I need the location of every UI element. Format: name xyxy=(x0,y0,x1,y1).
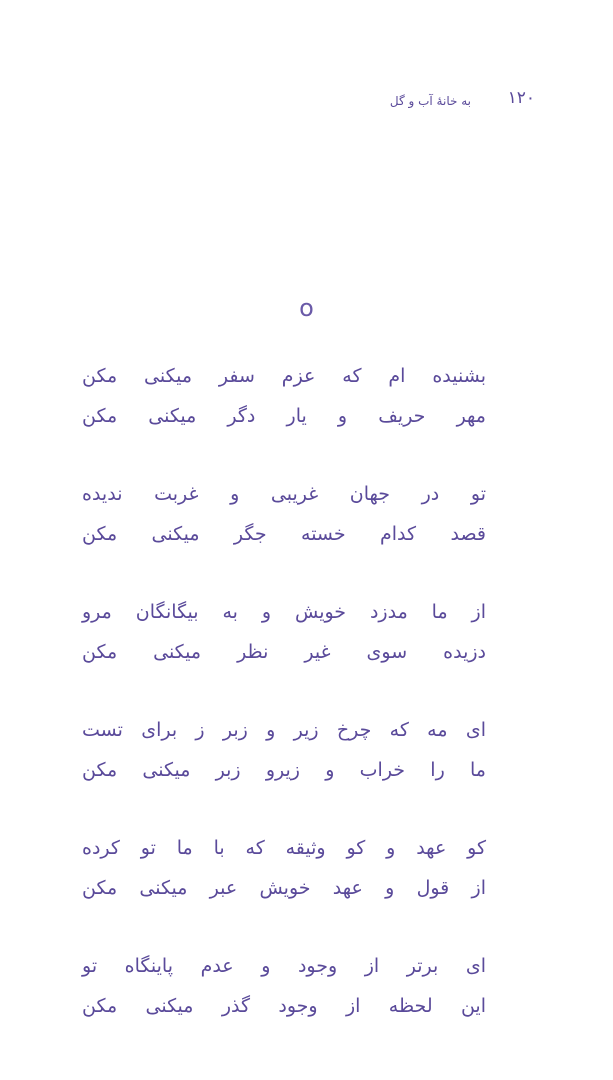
poem-ornament: o xyxy=(299,294,314,322)
poem xyxy=(82,356,486,1064)
verse-line: از قول و عهد خویش عبر میکنی مکن xyxy=(82,877,486,899)
verse-line: تو در جهان غریبی و غربت ندیده xyxy=(82,483,486,505)
stanza xyxy=(82,946,486,1064)
stanza xyxy=(82,592,486,710)
stanza xyxy=(82,356,486,474)
verse-line: کو عهد و کو وثیقه که با ما تو کرده xyxy=(82,837,486,859)
verse-line: ما را خراب و زیرو زبر میکنی مکن xyxy=(82,759,486,781)
verse-line: قصد کدام خسته جگر میکنی مکن xyxy=(82,523,486,545)
stanza xyxy=(82,710,486,828)
verse-line: دزیده سوی غیر نظر میکنی مکن xyxy=(82,641,486,663)
verse-line: مهر حریف و یار دگر میکنی مکن xyxy=(82,405,486,427)
stanza xyxy=(82,474,486,592)
verse-line: از ما مدزد خویش و به بیگانگان مرو xyxy=(82,601,486,623)
page-number: ۱۲۰ xyxy=(507,88,535,108)
page-header xyxy=(0,88,613,118)
verse-line: ای برتر از وجود و عدم پاینگاه تو xyxy=(82,955,486,977)
verse-line: ای مه که چرخ زیر و زبر ز برای تست xyxy=(82,719,486,741)
verse-line: بشنیده ام که عزم سفر میکنی مکن xyxy=(82,365,486,387)
running-title: به خانهٔ آب و گل xyxy=(389,94,471,108)
verse-line: این لحظه از وجود گذر میکنی مکن xyxy=(82,995,486,1017)
stanza xyxy=(82,828,486,946)
